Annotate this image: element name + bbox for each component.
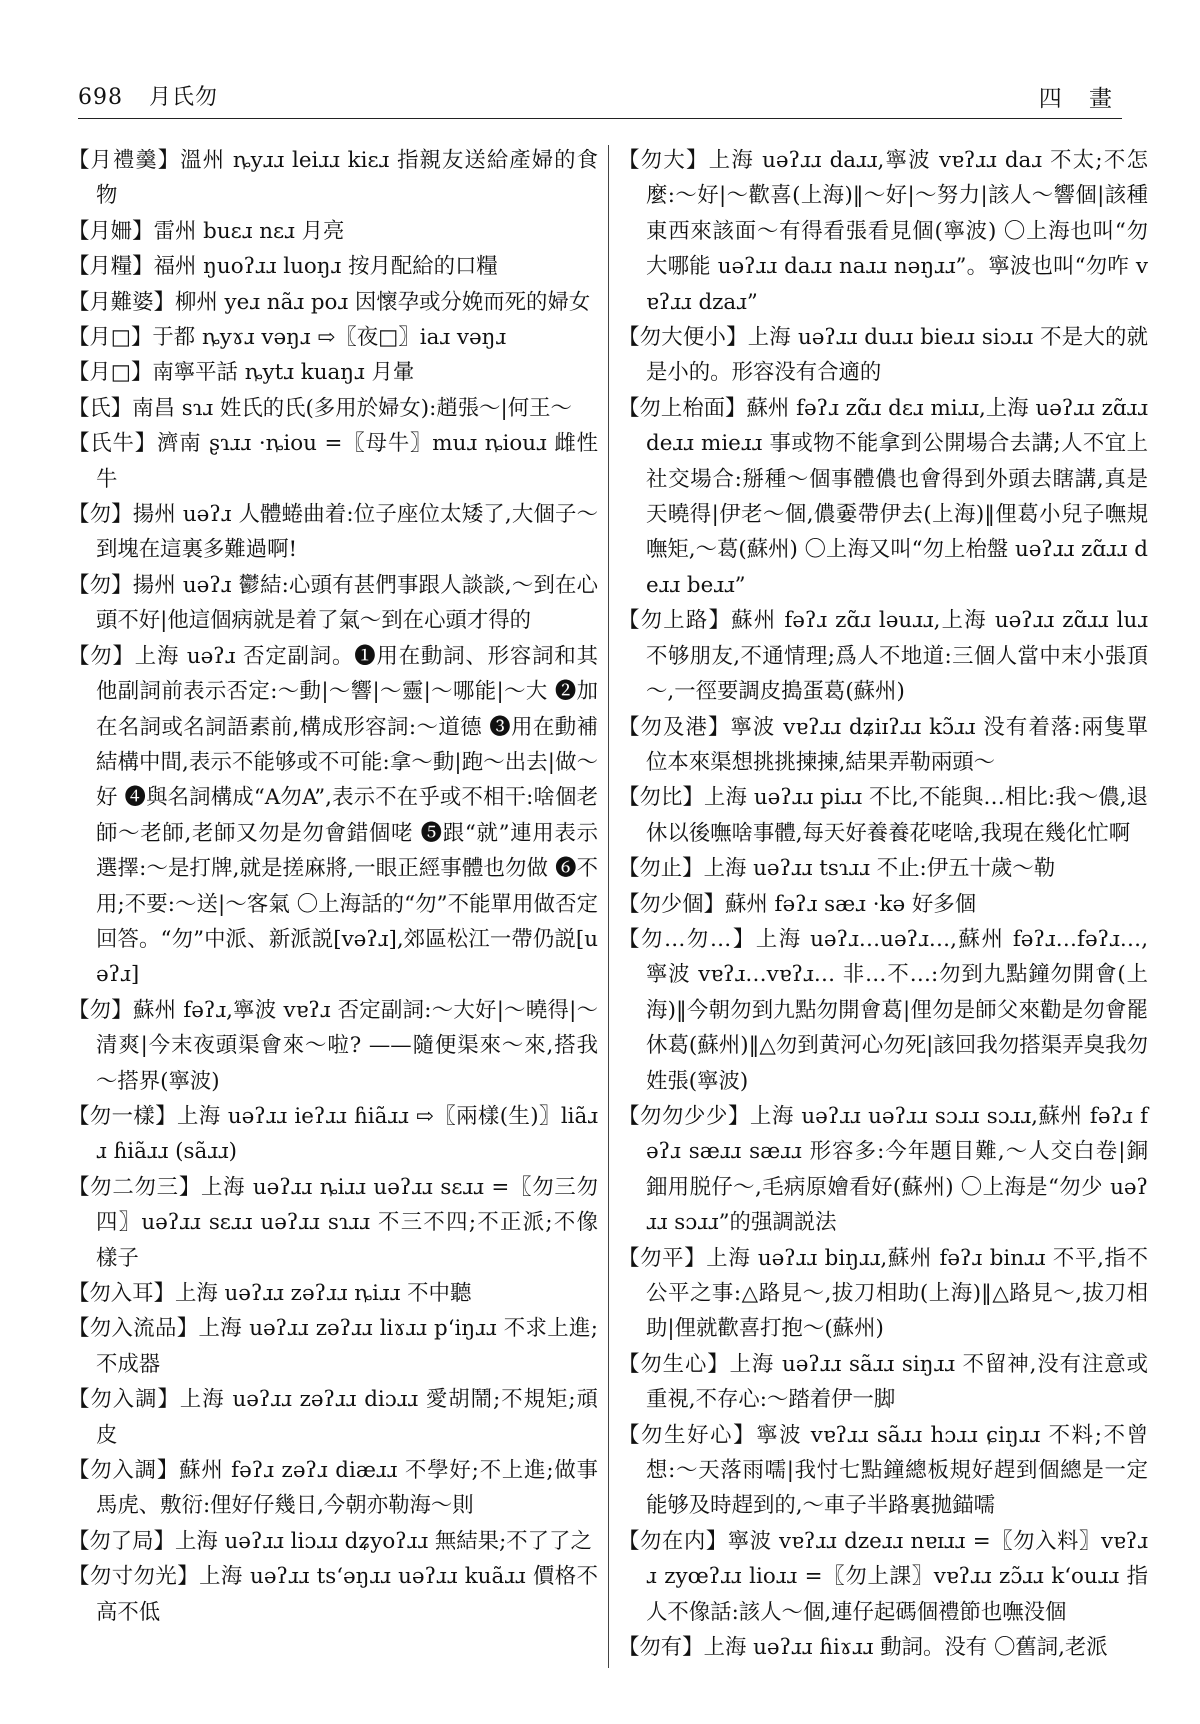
dictionary-entry: 【月禮羹】溫州 ȵyɹɹ leiɹɹ kiɛɹ 指親友送給產婦的食物 bbox=[68, 148, 598, 209]
dictionary-entry: 【勿入調】蘇州 fəʔɹ zəʔɹ diæɹɹ 不學好;不上進;做事馬虎、敷衍:俚好仔幾日,今朝亦勒海～則 bbox=[68, 1458, 598, 1519]
dictionary-entry: 【勿入流品】上海 uəʔɹɹ zəʔɹɹ liɤɹɹ pʻiŋɹɹ 不求上進;不成器 bbox=[68, 1316, 598, 1377]
dictionary-entry: 【勿及港】寧波 vɐʔɹɹ dʑiɪʔɹɹ kɔ̃ɹɹ 没有着落:兩隻單位本來渠想挑挑揀揀,結果弄勒兩頭～ bbox=[618, 714, 1148, 775]
running-headwords: 月氏勿 bbox=[149, 85, 219, 110]
column-separator bbox=[608, 145, 609, 1668]
dictionary-entry: 【月□】于都 ȵyɤɹ vəŋɹ ⇨〖夜□〗iaɹ vəŋɹ bbox=[68, 325, 507, 351]
dictionary-entry: 【勿寸勿光】上海 uəʔɹɹ tsʻəŋɹɹ uəʔɹɹ kuãɹɹ 價格不高不低 bbox=[68, 1564, 598, 1625]
dictionary-entry: 【勿上枱面】蘇州 fəʔɹ zɑ̃ɹ dɛɹ miɹɹ,上海 uəʔɹɹ zɑ̃ɹɹ deɹɹ mieɹɹ 事或物不能拿到公開場合去講;人不宜上社交場合:掰種～個事體儂也會得到外頭去瞎講,真是天曉得|伊老～個,儂嫑帶伊去(上海)‖俚葛小兒子嘸規嘸矩,～葛(蘇州) 〇上海又叫“勿上枱盤 uəʔɹɹ zɑ̃ɹɹ deɹɹ beɹɹ” bbox=[618, 395, 1148, 598]
dictionary-entry: 【勿了局】上海 uəʔɹɹ liɔɹɹ dʑyoʔɹɹ 無結果;不了了之 bbox=[68, 1528, 592, 1554]
dictionary-entry: 【月姍】雷州 buɛɹ nɛɹ 月亮 bbox=[68, 218, 345, 244]
dictionary-entry: 【氏牛】濟南 ʂɿɹɹ ·ȵiou =〖母牛〗muɹ ȵiouɹ 雌性牛 bbox=[68, 431, 598, 492]
header-rule bbox=[78, 118, 1122, 119]
dictionary-entry: 【月□】南寧平話 ȵytɹ kuaŋɹ 月暈 bbox=[68, 360, 415, 386]
dictionary-entry: 【勿一樣】上海 uəʔɹɹ ieʔɹɹ ɦiãɹɹ ⇨〖兩樣(生)〗liãɹɹ ɦiãɹɹ (sãɹɹ) bbox=[68, 1103, 598, 1165]
dictionary-entry: 【勿上路】蘇州 fəʔɹ zɑ̃ɹ ləuɹɹ,上海 uəʔɹɹ zɑ̃ɹɹ luɹ 不够朋友,不通情理;爲人不地道:三個人當中末小張頂～,一徑要調皮搗蛋葛(蘇州) bbox=[618, 608, 1148, 705]
page-number: 698 bbox=[78, 85, 123, 110]
left-column bbox=[68, 143, 598, 1630]
dictionary-entry: 【勿】蘇州 fəʔɹ,寧波 vɐʔɹ 否定副詞:～大好|～曉得|～清爽|今末夜頭渠會來～啦? ——隨便渠來～來,搭我～搭界(寧波) bbox=[68, 997, 598, 1094]
dictionary-entry: 【勿入耳】上海 uəʔɹɹ zəʔɹɹ ȵiɹɹ 不中聽 bbox=[68, 1281, 472, 1306]
dictionary-entry: 【勿在内】寧波 vɐʔɹɹ dzeɹɹ nɐɪɹɹ =〖勿入料〗vɐʔɹɹ zyœʔɹɹ lioɹɹ =〖勿上課〗vɐʔɹɹ zɔ̃ɹɹ kʻouɹɹ 指人不像話:該人～個,連仔起碼個禮節也嘸没個 bbox=[618, 1528, 1148, 1625]
dictionary-entry: 【月糧】福州 ŋuoʔɹɹ luoŋɹ 按月配給的口糧 bbox=[68, 254, 498, 280]
section-title: 四 畫 bbox=[1038, 86, 1122, 112]
dictionary-entry: 【勿大便小】上海 uəʔɹɹ duɹɹ bieɹɹ siɔɹɹ 不是大的就是小的。形容没有合適的 bbox=[618, 325, 1148, 386]
dictionary-entry: 【勿生心】上海 uəʔɹɹ sãɹɹ siŋɹɹ 不留神,没有注意或重視,不存心:～踏着伊一脚 bbox=[618, 1351, 1148, 1413]
dictionary-entry: 【勿止】上海 uəʔɹɹ tsɿɹɹ 不止:伊五十歲～勒 bbox=[618, 856, 1056, 882]
dictionary-entry: 【勿】揚州 uəʔɹ 人體蜷曲着:位子座位太矮了,大個子～到塊在這裏多難過啊! bbox=[68, 502, 598, 563]
dictionary-entry: 【勿有】上海 uəʔɹɹ ɦiɤɹɹ 動詞。没有 〇舊詞,老派 bbox=[618, 1635, 1108, 1661]
dictionary-entry: 【勿比】上海 uəʔɹɹ piɹɹ 不比,不能與…相比:我～儂,退休以後嘸啥事體,每天好養養花咾啥,我現在幾化忙啊 bbox=[618, 785, 1148, 846]
dictionary-entry: 【勿平】上海 uəʔɹɹ biŋɹɹ,蘇州 fəʔɹ binɹɹ 不平,指不公平之事:△路見～,拔刀相助(上海)‖△路見～,拔刀相助|俚就歡喜打抱～(蘇州) bbox=[618, 1245, 1148, 1342]
dictionary-entry: 【勿】上海 uəʔɹ 否定副詞。❶用在動詞、形容詞和其他副詞前表示否定:～動|～響|～靈|～哪能|～大 ❷加在名詞或名詞語素前,構成形容詞:～道德 ❸用在動補結構中間,表示不能够或不可能:拿～動|跑～出去|做～好 ❹與名詞構成“A勿A”,表示不在乎或不相干:啥個老師～老師,老師又勿是勿會錯個咾 ❺跟“就”連用表示選擇:～是打牌,就是搓麻將,一眼正經事體也勿做 ❻不用;不要:～送|～客氣 〇上海話的“勿”不能單用做否定回答。“勿”中派、新派説[vəʔɹ],郊區松江一帶仍説[uəʔɹ] bbox=[68, 643, 598, 988]
dictionary-entry: 【勿…勿…】上海 uəʔɹ…uəʔɹ…,蘇州 fəʔɹ…fəʔɹ…,寧波 vɐʔɹ…vɐʔɹ… 非…不…:勿到九點鐘勿開會(上海)‖今朝勿到九點勿開會葛|俚勿是師父來勸是勿會罷休葛(蘇州)‖△勿到黄河心勿死|該回我勿搭渠弄臭我勿姓張(寧波) bbox=[618, 926, 1148, 1094]
dictionary-entry: 【勿少個】蘇州 fəʔɹ sæɹ ·kə 好多個 bbox=[618, 891, 977, 917]
right-column bbox=[618, 143, 1148, 1665]
dictionary-entry: 【勿二勿三】上海 uəʔɹɹ ȵiɹɹ uəʔɹɹ sɛɹɹ =〖勿三勿四〗uəʔɹɹ sɛɹɹ uəʔɹɹ sɿɹɹ 不三不四;不正派;不像樣子 bbox=[68, 1174, 598, 1271]
dictionary-entry: 【勿入調】上海 uəʔɹɹ zəʔɹɹ diɔɹɹ 愛胡鬧;不規矩;頑皮 bbox=[68, 1387, 598, 1448]
dictionary-entry: 【勿大】上海 uəʔɹɹ daɹɹ,寧波 vɐʔɹɹ daɹ 不太;不怎麼:～好|～歡喜(上海)‖～好|～努力|該人～響個|該種東西來該面～有得看張看見個(寧波) 〇上海也叫“勿大哪能 uəʔɹɹ daɹɹ naɹɹ nəŋɹɹ”。寧波也叫“勿咋 vɐʔɹɹ dzaɹ” bbox=[618, 148, 1148, 315]
dictionary-entry: 【氏】南昌 sɿɹ 姓氏的氏(多用於婦女):趙張～|何王～ bbox=[68, 395, 572, 421]
dictionary-entry: 【月難婆】柳州 yeɹ nãɹ poɹ 因懷孕或分娩而死的婦女 bbox=[68, 289, 591, 315]
page-header bbox=[78, 80, 1122, 114]
dictionary-entry: 【勿生好心】寧波 vɐʔɹɹ sãɹɹ hɔɹɹ ɕiŋɹɹ 不料;不曾想:～天落雨嚅|我忖七點鐘總板規好趕到個總是一定能够及時趕到的,～車子半路裏拋錨嚅 bbox=[618, 1422, 1148, 1519]
header-left bbox=[78, 80, 218, 111]
dictionary-entry: 【勿勿少少】上海 uəʔɹɹ uəʔɹɹ sɔɹɹ sɔɹɹ,蘇州 fəʔɹ fəʔɹ sæɹɹ sæɹɹ 形容多:今年題目難,～人交白卷|銅鈿用脱仔～,毛病原嬒看好(蘇州) 〇上海是“勿少 uəʔɹɹ sɔɹɹ”的强調説法 bbox=[618, 1103, 1148, 1236]
dictionary-entry: 【勿】揚州 uəʔɹ 鬱結:心頭有甚們事跟人談談,～到在心頭不好|他這個病就是着了氣～到在心頭才得的 bbox=[68, 572, 598, 634]
